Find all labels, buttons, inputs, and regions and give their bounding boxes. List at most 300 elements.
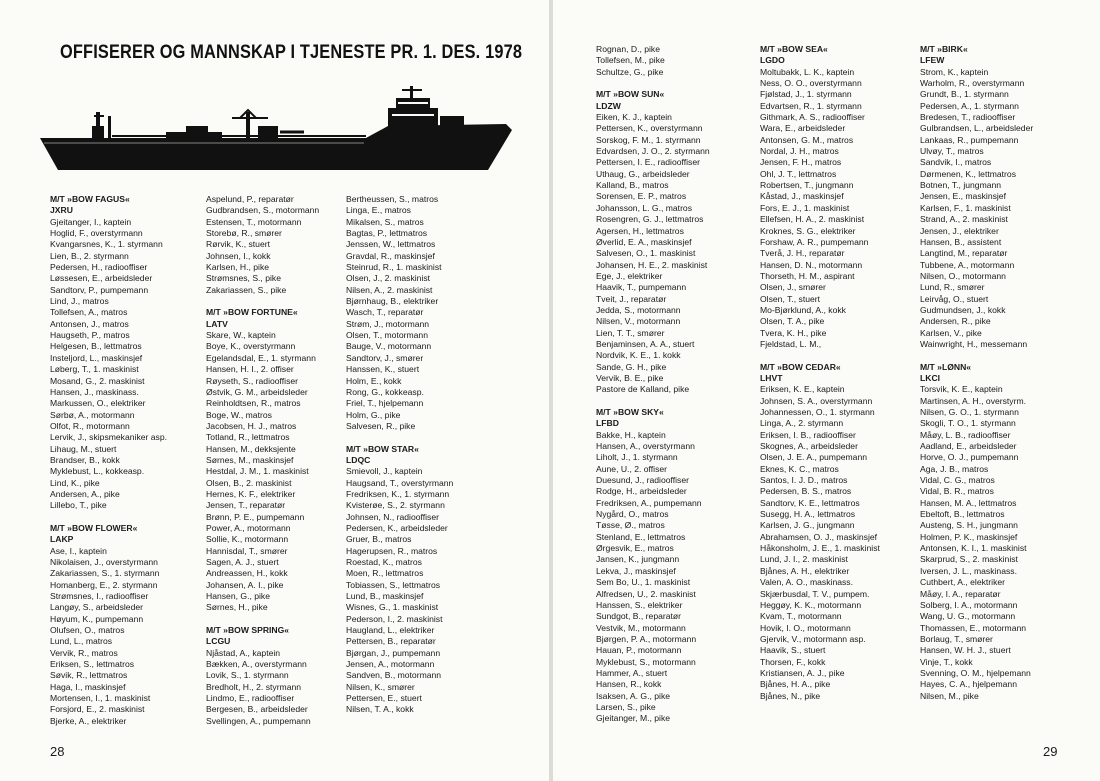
- crew-entry: Jenssen, W., lettmatros: [346, 239, 436, 250]
- crew-entry: Hoglid, F., overstyrmann: [50, 228, 143, 239]
- crew-entry: Vestvik, M., motormann: [596, 622, 686, 633]
- ship-callsign: JXRU: [50, 205, 73, 216]
- crew-entry: Nordal, J. H., matros: [760, 146, 839, 157]
- crew-entry: Estensen, T., motormann: [206, 216, 302, 227]
- crew-entry: Olsen, J., 2. maskinist: [346, 273, 431, 284]
- crew-entry: Kvangarsnes, K., 1. styrmann: [50, 239, 163, 250]
- crew-entry: Nygård, O., matros: [596, 509, 669, 520]
- crew-entry: Cuthbert, A., elektriker: [920, 577, 1006, 588]
- crew-entry: Fredriksen, A., pumpemann: [596, 497, 702, 508]
- crew-entry: Hanssen, S., elektriker: [596, 599, 683, 610]
- crew-entry: Nilsen, A., 2. maskinist: [346, 284, 433, 295]
- crew-entry: Stenland, E., lettmatros: [596, 531, 686, 542]
- crew-entry: Østvik, G. M., arbeidsleder: [206, 386, 308, 397]
- crew-entry: Larsen, S., pike: [596, 701, 656, 712]
- crew-entry: Heggøy, K. K., motormann: [760, 599, 862, 610]
- crew-entry: Tobiassen, S., lettmatros: [346, 579, 441, 590]
- crew-entry: Gulbrandsen, L., arbeidsleder: [920, 123, 1034, 134]
- crew-entry: Johansson, L. G., matros: [596, 202, 693, 213]
- crew-entry: Bauge, V., motormann: [346, 341, 432, 352]
- crew-entry: Tøsse, Ø., matros: [596, 520, 665, 531]
- crew-entry: Lervik, J., skipsmekaniker asp.: [50, 432, 168, 443]
- crew-entry: Lillebo, T., pike: [50, 500, 107, 511]
- crew-entry: Sandtorv, K. E., lettmatros: [760, 497, 860, 508]
- crew-entry: Aga, J. B., matros: [920, 463, 989, 474]
- crew-entry: Forsjord, E., 2. maskinist: [50, 704, 145, 715]
- crew-entry: Bjånes, H. A., pike: [760, 679, 831, 690]
- crew-entry: Ase, I., kaptein: [50, 545, 107, 556]
- crew-entry: Gudmundsen, J., kokk: [920, 304, 1006, 315]
- crew-entry: Johnsen, I., kokk: [206, 250, 271, 261]
- crew-entry: Tverå, J. H., reparatør: [760, 248, 845, 259]
- crew-entry: Isaksen, A. G., pike: [596, 690, 671, 701]
- ship-section: [596, 407, 710, 725]
- crew-entry: Haga, I., maskinsjef: [50, 681, 126, 692]
- crew-entry: Pedersen, B. S., matros: [760, 486, 852, 497]
- crew-entry: Skogli, T. O., 1. styrmann: [920, 418, 1016, 429]
- crew-entry: Sandtorv, J., smører: [346, 352, 424, 363]
- crew-entry: Hansen, R., kokk: [596, 679, 662, 690]
- crew-entry: Sem Bo, U., 1. maskinist: [596, 577, 691, 588]
- crew-entry: Pederson, I., 2. maskinist: [346, 613, 443, 624]
- crew-entry: Santos, I. J. D., matros: [760, 475, 848, 486]
- crew-entry: Vidal, C. G., matros: [920, 475, 995, 486]
- ship-name: M/T »BOW SKY«: [596, 407, 664, 417]
- crew-entry: Olsen, T., stuert: [760, 293, 821, 304]
- ship-callsign: LCGU: [206, 636, 231, 647]
- crew-entry: Wisnes, G., 1. maskinist: [346, 602, 439, 613]
- crew-entry: Salvesen, R., pike: [346, 420, 416, 431]
- crew-entry: Tubbene, A., motormann: [920, 259, 1015, 270]
- crew-entry: Totland, R., lettmatros: [206, 432, 290, 443]
- crew-entry: Eknes, K. C., matros: [760, 463, 839, 474]
- crew-entry: Pettersen, E., stuert: [346, 693, 422, 704]
- crew-entry: Susegg, H. A., lettmatros: [760, 509, 856, 520]
- crew-entry: Eriksen, K. E., kaptein: [760, 384, 845, 395]
- crew-entry: Hansen, H. I., 2. offiser: [206, 364, 294, 375]
- crew-entry: Sørbø, A., motormann: [50, 409, 135, 420]
- crew-entry: Ness, O. O., overstyrmann: [760, 78, 862, 89]
- crew-entry: Alfredsen, U., 2. maskinist: [596, 588, 696, 599]
- crew-entry: Pettersen, I. E., radiooffiser: [596, 157, 700, 168]
- crew-entry: Olsen, B., 2. maskinist: [206, 477, 292, 488]
- crew-entry: Roestad, K., matros: [346, 557, 422, 567]
- crew-entry: Karlsen, F., 1. maskinist: [920, 202, 1011, 213]
- crew-entry: Austeng, S. H., jungmann: [920, 520, 1018, 531]
- crew-entry: Hanssen, K., stuert: [346, 364, 420, 375]
- crew-entry: Sande, G. H., pike: [596, 361, 667, 372]
- crew-entry: Borlaug, T., smører: [920, 633, 993, 644]
- crew-entry: Iversen, J. L., maskinass.: [920, 565, 1017, 576]
- ship-name: M/T »BOW SUN«: [596, 89, 665, 100]
- crew-entry: Gravdal, R., maskinsjef: [346, 250, 435, 261]
- crew-entry: Egelandsdal, E., 1. styrmann: [206, 352, 316, 363]
- crew-entry: Rognan, D., pike: [596, 44, 661, 54]
- crew-entry: Tvera, K. H., pike: [760, 327, 827, 338]
- ship-name: M/T »LØNN«: [920, 361, 972, 372]
- crew-entry: Lund, L., matros: [50, 636, 113, 647]
- crew-entry: Olufsen, O., matros: [50, 625, 125, 636]
- crew-entry: Johansen, A. I., pike: [206, 579, 284, 590]
- crew-entry: Hansen, A., overstyrmann: [596, 441, 695, 452]
- crew-entry: Bjånes, A. H., elektriker: [760, 565, 850, 576]
- ship-name: M/T »BOW CEDAR«: [760, 361, 841, 372]
- crew-entry: Smievoll, J., kaptein: [346, 466, 423, 477]
- crew-entry: Strand, A., 2. maskinist: [920, 214, 1008, 225]
- crew-entry: Jacobsen, H. J., matros: [206, 420, 297, 431]
- ship-callsign: LAKP: [50, 534, 74, 545]
- ship-callsign: LFBD: [596, 418, 619, 429]
- crew-entry: Holmen, P. K., maskinsjef: [920, 531, 1018, 542]
- crew-entry: Sandvik, I., matros: [920, 157, 992, 168]
- crew-entry: Wainwright, H., messemann: [920, 338, 1028, 349]
- crew-entry: Linga, A., 2. styrmann: [760, 418, 844, 429]
- crew-entry: Sorensen, E. P., matros: [596, 191, 687, 202]
- crew-entry: Bredesen, T., radiooffiser: [920, 112, 1016, 123]
- crew-entry: Sørnes, H., pike: [206, 602, 268, 613]
- crew-entry: Bakke, H., kaptein: [596, 429, 666, 440]
- crew-entry: Myklebust, L., kokkeasp.: [50, 466, 145, 477]
- crew-column-5: [760, 44, 880, 713]
- crew-entry: Fjeldstad, L. M.,: [760, 338, 822, 349]
- crew-entry: Sorskog, F. M., 1. styrmann: [596, 134, 701, 145]
- ship-section: [346, 194, 453, 432]
- ship-section: [206, 307, 319, 613]
- crew-entry: Haavik, T., pumpemann: [596, 282, 687, 293]
- crew-entry: Brandser, B., kokk: [50, 454, 120, 465]
- ship-callsign: LFEW: [920, 55, 945, 66]
- crew-entry: Hansen, D. N., motormann: [760, 259, 863, 270]
- crew-entry: Hovik, I. O., motormann: [760, 622, 851, 633]
- crew-entry: Uthaug, G., arbeidsleder: [596, 168, 690, 179]
- crew-entry: Sandven, B., motormann: [346, 670, 442, 681]
- crew-entry: Pedersen, K., arbeidsleder: [346, 522, 448, 533]
- crew-entry: Karlsen, H., pike: [206, 262, 270, 273]
- crew-entry: Ebeltoft, B., lettmatros: [920, 509, 1005, 520]
- crew-entry: Aune, U., 2. offiser: [596, 463, 668, 474]
- crew-entry: Kåstad, J., maskinsjef: [760, 191, 844, 202]
- crew-entry: Lien, T. T., smører: [596, 327, 665, 338]
- crew-entry: Ohl, J. T., lettmatros: [760, 168, 837, 179]
- crew-entry: Robertsen, T., jungmann: [760, 180, 854, 191]
- crew-entry: Antonsen, G. M., matros: [760, 134, 854, 145]
- crew-entry: Strømsnes, I., radiooffiser: [50, 591, 149, 602]
- crew-entry: Thorseth, H. M., aspirant: [760, 270, 855, 281]
- crew-entry: Løssesen, E., arbeidsleder: [50, 273, 153, 284]
- ship-callsign: LDQC: [346, 454, 371, 465]
- crew-entry: Fjølstad, J., 1. styrmann: [760, 89, 852, 100]
- crew-entry: Wang, U. G., motormann: [920, 611, 1016, 622]
- crew-entry: Tollefsen, A., matros: [50, 307, 128, 318]
- crew-entry: Lekva, J., maskinsjef: [596, 565, 676, 576]
- crew-entry: Githmark, A. S., radiooffiser: [760, 112, 865, 123]
- crew-entry: Røyseth, S., radiooffiser: [206, 375, 299, 386]
- ship-section: [206, 194, 319, 296]
- ship-section: [50, 194, 167, 512]
- crew-entry: Kristiansen, A. J., pike: [760, 667, 845, 678]
- ship-callsign: LGDO: [760, 55, 785, 66]
- crew-entry: Bjørgan, J., pumpemann: [346, 647, 441, 658]
- crew-entry: Øverlid, E. A., maskinsjef: [596, 236, 692, 247]
- crew-entry: Nilsen, V., motormann: [596, 316, 681, 327]
- crew-entry: Langøy, S., arbeidsleder: [50, 602, 143, 613]
- crew-entry: Wara, E., arbeidsleder: [760, 123, 846, 134]
- crew-entry: Moen, R., lettmatros: [346, 568, 424, 579]
- crew-entry: Sollie, K., motormann: [206, 534, 289, 545]
- crew-entry: Edvartsen, R., 1. styrmann: [760, 100, 862, 111]
- crew-entry: Torsvik, K. E., kaptein: [920, 384, 1003, 395]
- ship-callsign: LATV: [206, 318, 228, 329]
- crew-entry: Kvam, T., motormann: [760, 611, 842, 622]
- crew-entry: Schultze, G., pike: [596, 66, 664, 77]
- crew-entry: Nilsen, O., motormann: [920, 270, 1006, 281]
- crew-entry: Ege, J., elektriker: [596, 270, 663, 281]
- crew-column-4: [596, 44, 710, 736]
- crew-entry: Aadland, E., arbeidsleder: [920, 441, 1017, 452]
- crew-entry: Lindmo, E., radiooffiser: [206, 693, 295, 704]
- crew-entry: Karlsen, V., pike: [920, 327, 982, 338]
- crew-entry: Strømsnes, S., pike: [206, 273, 281, 284]
- crew-entry: Wasch, T., reparatør: [346, 307, 424, 318]
- crew-entry: Haugsand, T., overstyrmann: [346, 477, 454, 488]
- crew-entry: Abrahamsen, O. J., maskinsjef: [760, 531, 878, 542]
- crew-entry: Benjaminsen, A. A., stuert: [596, 338, 695, 349]
- crew-entry: Skarprud, S., 2. maskinist: [920, 554, 1018, 565]
- crew-column-2: [206, 194, 319, 739]
- crew-entry: Homanberg, E., 2. styrmann: [50, 579, 158, 590]
- crew-entry: Sundgot, B., reparatør: [596, 611, 682, 622]
- crew-entry: Nilsen, G. O., 1. styrmann: [920, 407, 1019, 417]
- crew-entry: Lovik, S., 1. styrmann: [206, 670, 289, 681]
- crew-entry: Søvik, R., lettmatros: [50, 670, 128, 681]
- crew-entry: Aspelund, P., reparatør: [206, 194, 294, 204]
- crew-entry: Haavik, S., stuert: [760, 645, 826, 656]
- crew-entry: Høyum, K., pumpemann: [50, 613, 144, 624]
- crew-entry: Løberg, T., 1. maskinist: [50, 364, 139, 375]
- crew-entry: Hannisdal, T., smører: [206, 545, 288, 556]
- crew-entry: Andersen, R., pike: [920, 316, 991, 327]
- crew-entry: Moltubakk, L. K., kaptein: [760, 66, 855, 77]
- crew-column-6: [920, 44, 1033, 713]
- crew-entry: Karlsen, J. G., jungmann: [760, 520, 855, 531]
- crew-entry: Gjervik, V., motormann asp.: [760, 633, 866, 644]
- crew-entry: Tveit, J., reparatør: [596, 293, 667, 304]
- crew-entry: Agersen, H., lettmatros: [596, 225, 684, 236]
- crew-entry: Ulvøy, T., matros: [920, 146, 984, 157]
- crew-entry: Skare, W., kaptein: [206, 330, 276, 341]
- crew-entry: Ellefsen, H. A., 2. maskinist: [760, 214, 865, 225]
- crew-entry: Jensen, F. H., matros: [760, 157, 842, 168]
- crew-entry: Haugseth, P., matros: [50, 330, 130, 341]
- crew-entry: Sagen, A. J., stuert: [206, 557, 279, 567]
- crew-entry: Jansen, K., jungmann: [596, 554, 680, 565]
- ship-section: [760, 44, 880, 350]
- crew-entry: Pedersen, H., radiooffiser: [50, 262, 148, 273]
- crew-entry: Hansen, M., dekksjente: [206, 443, 296, 454]
- crew-entry: Bredholt, H., 2. styrmann: [206, 681, 302, 692]
- crew-entry: Andersen, A., pike: [50, 488, 120, 499]
- crew-entry: Rodge, H., arbeidsleder: [596, 486, 687, 497]
- crew-entry: Jedda, S., motormann: [596, 304, 681, 315]
- crew-entry: Helgesen, B., lettmatros: [50, 341, 142, 352]
- crew-entry: Olsen, T. A., pike: [760, 316, 825, 327]
- crew-entry: Gruer, B., matros: [346, 534, 412, 545]
- crew-entry: Bjånes, N., pike: [760, 690, 821, 701]
- crew-entry: Hansen, W. H. J., stuert: [920, 645, 1011, 656]
- crew-entry: Insteljord, L., maskinsjef: [50, 352, 143, 363]
- page-number-left: 28: [50, 744, 65, 759]
- crew-entry: Vervik, R., matros: [50, 647, 118, 658]
- crew-entry: Jensen, J., elektriker: [920, 225, 999, 236]
- crew-entry: Bagtas, P., lettmatros: [346, 228, 428, 239]
- crew-entry: Lund, B., maskinsjef: [346, 591, 424, 602]
- ship-section: [346, 444, 453, 716]
- crew-entry: Lien, B., 2. styrmann: [50, 250, 129, 261]
- ship-callsign: LHVT: [760, 372, 783, 383]
- crew-entry: Pastore de Kalland, pike: [596, 384, 690, 395]
- ship-section: [50, 523, 167, 727]
- crew-entry: Gjeitanger, M., pike: [596, 713, 671, 724]
- crew-entry: Gudbrandsen, S., motormann: [206, 205, 320, 216]
- ship-callsign: LDZW: [596, 100, 621, 111]
- crew-entry: Hauan, P., motormann: [596, 645, 682, 656]
- crew-entry: Tollefsen, M., pike: [596, 55, 665, 66]
- crew-entry: Antonsen, K. I., 1. maskinist: [920, 543, 1027, 554]
- ship-section: [206, 625, 319, 727]
- crew-entry: Jensen, T., reparatør: [206, 500, 286, 511]
- ship-section: [596, 44, 710, 78]
- crew-entry: Kvisterøe, S., 2. styrmann: [346, 500, 445, 511]
- crew-entry: Fors, E. J., 1. maskinist: [760, 202, 850, 213]
- crew-entry: Lankaas, R., pumpemann: [920, 134, 1019, 145]
- crew-entry: Hansen, J., maskinass.: [50, 386, 139, 397]
- crew-entry: Forshaw, A. R., pumpemann: [760, 236, 869, 247]
- crew-entry: Svellingen, A., pumpemann: [206, 715, 311, 726]
- ship-name: M/T »BOW SEA«: [760, 44, 828, 54]
- crew-entry: Lind, J., matros: [50, 296, 109, 307]
- crew-entry: Hagerupsen, R., matros: [346, 545, 438, 556]
- crew-entry: Pedersen, A., 1. styrmann: [920, 100, 1019, 111]
- page-title: OFFISERER OG MANNSKAP I TJENESTE PR. 1. DES. 1978: [60, 42, 523, 63]
- crew-entry: Horve, O. J., pumpemann: [920, 452, 1019, 463]
- crew-entry: Friel, T., hjelpemann: [346, 398, 424, 409]
- crew-entry: Bjerke, A., elektriker: [50, 715, 127, 726]
- crew-entry: Liholt, J., 1. styrmann: [596, 452, 678, 463]
- crew-entry: Salvesen, O., 1. maskinist: [596, 248, 696, 259]
- ship-name: M/T »BOW SPRING«: [206, 625, 290, 636]
- crew-entry: Martinsen, A. H., overstyrm.: [920, 395, 1027, 406]
- crew-entry: Grundt, B., 1. styrmann: [920, 89, 1009, 100]
- crew-entry: Eiken, K. J., kaptein: [596, 112, 672, 123]
- ship-section: [596, 89, 710, 395]
- crew-entry: Gjeitanger, I., kaptein: [50, 216, 132, 227]
- crew-entry: Hansen, M. A., lettmatros: [920, 497, 1017, 508]
- crew-entry: Bergesen, B., arbeidsleder: [206, 704, 308, 715]
- crew-entry: Nilsen, M., pike: [920, 690, 979, 701]
- crew-entry: Nilsen, K., smører: [346, 681, 415, 692]
- ship-name: M/T »BOW FORTUNE«: [206, 307, 298, 318]
- crew-entry: Jensen, E., maskinsjef: [920, 191, 1006, 202]
- crew-entry: Nikolaisen, J., overstyrmann: [50, 557, 158, 567]
- crew-entry: Njåstad, A., kaptein: [206, 647, 281, 658]
- crew-entry: Sandtorv, P., pumpemann: [50, 284, 149, 295]
- crew-entry: Vidal, B. R., matros: [920, 486, 994, 497]
- crew-entry: Johnsen, N., radiooffiser: [346, 511, 439, 522]
- ship-section: [920, 44, 1033, 350]
- crew-entry: Svenning, O. M., hjelpemann: [920, 667, 1031, 678]
- right-page: [553, 0, 1100, 781]
- crew-entry: Skognes, A., arbeidsleder: [760, 441, 858, 452]
- crew-entry: Mo-Bjørklund, A., kokk: [760, 304, 846, 315]
- crew-entry: Rosengren, G. J., lettmatros: [596, 214, 704, 225]
- crew-entry: Nilsen, T. A., kokk: [346, 704, 414, 715]
- crew-entry: Olfot, R., motormann: [50, 420, 130, 431]
- crew-entry: Hayes, C. A., hjelpemann: [920, 679, 1017, 690]
- crew-entry: Solberg, I. A., motormann: [920, 599, 1018, 610]
- crew-entry: Ørgesvik, E., matros: [596, 543, 674, 554]
- crew-entry: Warholm, R., overstyrmann: [920, 78, 1025, 89]
- crew-entry: Thomassen, E., motormann: [920, 622, 1027, 633]
- crew-entry: Andreassen, H., kokk: [206, 568, 288, 579]
- crew-entry: Jensen, A., motormann: [346, 659, 435, 670]
- ship-name: M/T »BOW FLOWER«: [50, 522, 138, 533]
- crew-entry: Mortensen, I., 1. maskinist: [50, 693, 151, 704]
- crew-entry: Eriksen, S., lettmatros: [50, 659, 135, 670]
- crew-entry: Duesund, J., radiooffiser: [596, 475, 689, 486]
- crew-entry: Power, A., motormann: [206, 522, 291, 533]
- crew-entry: Holm, E., kokk: [346, 375, 402, 386]
- crew-entry: Strom, K., kaptein: [920, 66, 989, 77]
- crew-entry: Boye, K., overstyrmann: [206, 341, 296, 352]
- crew-entry: Bjørnhaug, B., elektriker: [346, 296, 439, 307]
- crew-entry: Vervik, B. E., pike: [596, 372, 664, 383]
- crew-entry: Edvardsen, J. O., 2. styrmann: [596, 146, 710, 157]
- crew-entry: Lund, J. I., 2. maskinist: [760, 554, 848, 565]
- crew-entry: Hammer, A., stuert: [596, 667, 668, 678]
- crew-entry: Olsen, T., motormann: [346, 330, 428, 341]
- crew-entry: Lind, K., pike: [50, 477, 100, 488]
- crew-entry: Antonsen, J., matros: [50, 318, 129, 329]
- crew-entry: Mikalsen, S., matros: [346, 216, 424, 227]
- crew-entry: Johansen, H. E., 2. maskinist: [596, 259, 708, 270]
- crew-entry: Kalland, B., matros: [596, 180, 669, 191]
- crew-entry: Olsen, J. E. A., pumpemann: [760, 452, 867, 463]
- left-page: [0, 0, 549, 781]
- crew-entry: Hestdal, J. M., 1. maskinist: [206, 466, 309, 477]
- ship-name: M/T »BOW FAGUS«: [50, 194, 130, 204]
- crew-entry: Pettersen, B., reparatør: [346, 636, 436, 647]
- crew-column-1: [50, 194, 167, 739]
- crew-entry: Måøy, I. A., reparatør: [920, 588, 1001, 599]
- crew-entry: Holm, G., pike: [346, 409, 401, 420]
- crew-entry: Dørmenen, K., lettmatros: [920, 168, 1016, 179]
- crew-entry: Zakariassen, S., 1. styrmann: [50, 568, 160, 579]
- page-number-right: 29: [1043, 744, 1058, 759]
- crew-entry: Storebø, R., smører: [206, 228, 282, 239]
- ship-callsign: LKCI: [920, 372, 941, 383]
- crew-entry: Pettersen, K., overstyrmann: [596, 123, 703, 134]
- crew-entry: Johnsen, S. A., overstyrmann: [760, 395, 873, 406]
- crew-entry: Hernes, K. F., elektriker: [206, 488, 296, 499]
- crew-entry: Kroknes, S. G., elektriker: [760, 225, 856, 236]
- crew-entry: Sørnes, M., maskinsjef: [206, 454, 294, 465]
- crew-entry: Myklebust, S., motormann: [596, 656, 696, 667]
- crew-entry: Lund, R., smører: [920, 282, 985, 293]
- crew-entry: Botnen, T., jungmann: [920, 180, 1002, 191]
- crew-entry: Hansen, B., assistent: [920, 236, 1002, 247]
- crew-entry: Boge, W., matros: [206, 409, 272, 420]
- crew-entry: Skjærbusdal, T. V., pumpem.: [760, 588, 870, 599]
